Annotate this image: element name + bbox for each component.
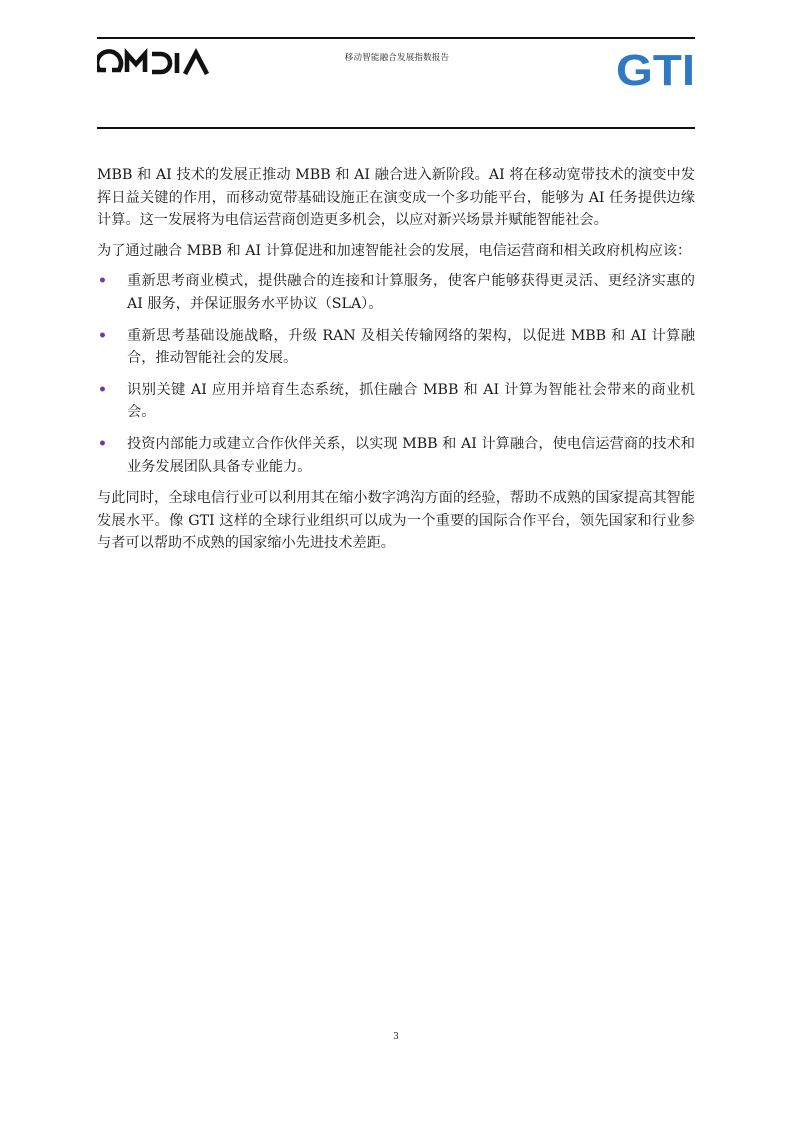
list-item-text: 识别关键 AI 应用并培育生态系统，抓住融合 MBB 和 AI 计算为智能社会带来的商业机会。 [127, 381, 695, 421]
list-item [97, 379, 695, 424]
page-number: 3 [393, 1032, 399, 1042]
report-title: 移动智能融合发展指数报告 [344, 53, 450, 63]
gti-logo-text: GTI [616, 49, 695, 87]
bullet-icon: • [98, 381, 107, 398]
list-item-text: 重新思考商业模式，提供融合的连接和计算服务，使客户能够获得更灵活、更经济实惠的 AI 服务，并保证服务水平协议（SLA）。 [127, 273, 695, 312]
gti-logo [616, 49, 696, 87]
omdia-logo [97, 48, 213, 78]
paragraph-intro: MBB 和 AI 技术的发展正推动 MBB 和 AI 融合进入新阶段。AI 将在移动宽带技术的演变中发挥日益关键的作用，而移动宽带基础设施正在演变成一个多功能平台，能够为 AI 任务提供边缘计算。这一发展将为电信运营商创造更多机会，以应对新兴场景并赋能智能社会。 [97, 167, 695, 229]
list-item [97, 325, 695, 370]
list-item [97, 270, 695, 315]
recommendation-list [97, 270, 695, 478]
document-body [97, 164, 695, 563]
list-item-text: 投资内部能力或建立合作伙伴关系，以实现 MBB 和 AI 计算融合，使电信运营商的技术和业务发展团队具备专业能力。 [127, 435, 695, 475]
list-item-text: 重新思考基础设施战略，升级 RAN 及相关传输网络的架构，以促进 MBB 和 AI 计算融合，推动智能社会的发展。 [127, 327, 695, 367]
bullet-icon: • [98, 327, 107, 344]
paragraph-conclusion: 与此同时，全球电信行业可以利用其在缩小数字鸿沟方面的经验，帮助不成熟的国家提高其智能发展水平。像 GTI 这样的全球行业组织可以成为一个重要的国际合作平台，领先国家和行业参与者可以帮助不成熟的国家缩小先进技术差距。 [97, 490, 695, 552]
bullet-icon: • [98, 435, 107, 452]
header-top-rule [97, 37, 695, 39]
paragraph-recommendation-lead: 为了通过融合 MBB 和 AI 计算促进和加速智能社会的发展，电信运营商和相关政府机构应该： [97, 242, 692, 259]
bullet-icon: • [98, 273, 107, 290]
list-item [97, 433, 695, 478]
header-bottom-rule [97, 127, 695, 129]
